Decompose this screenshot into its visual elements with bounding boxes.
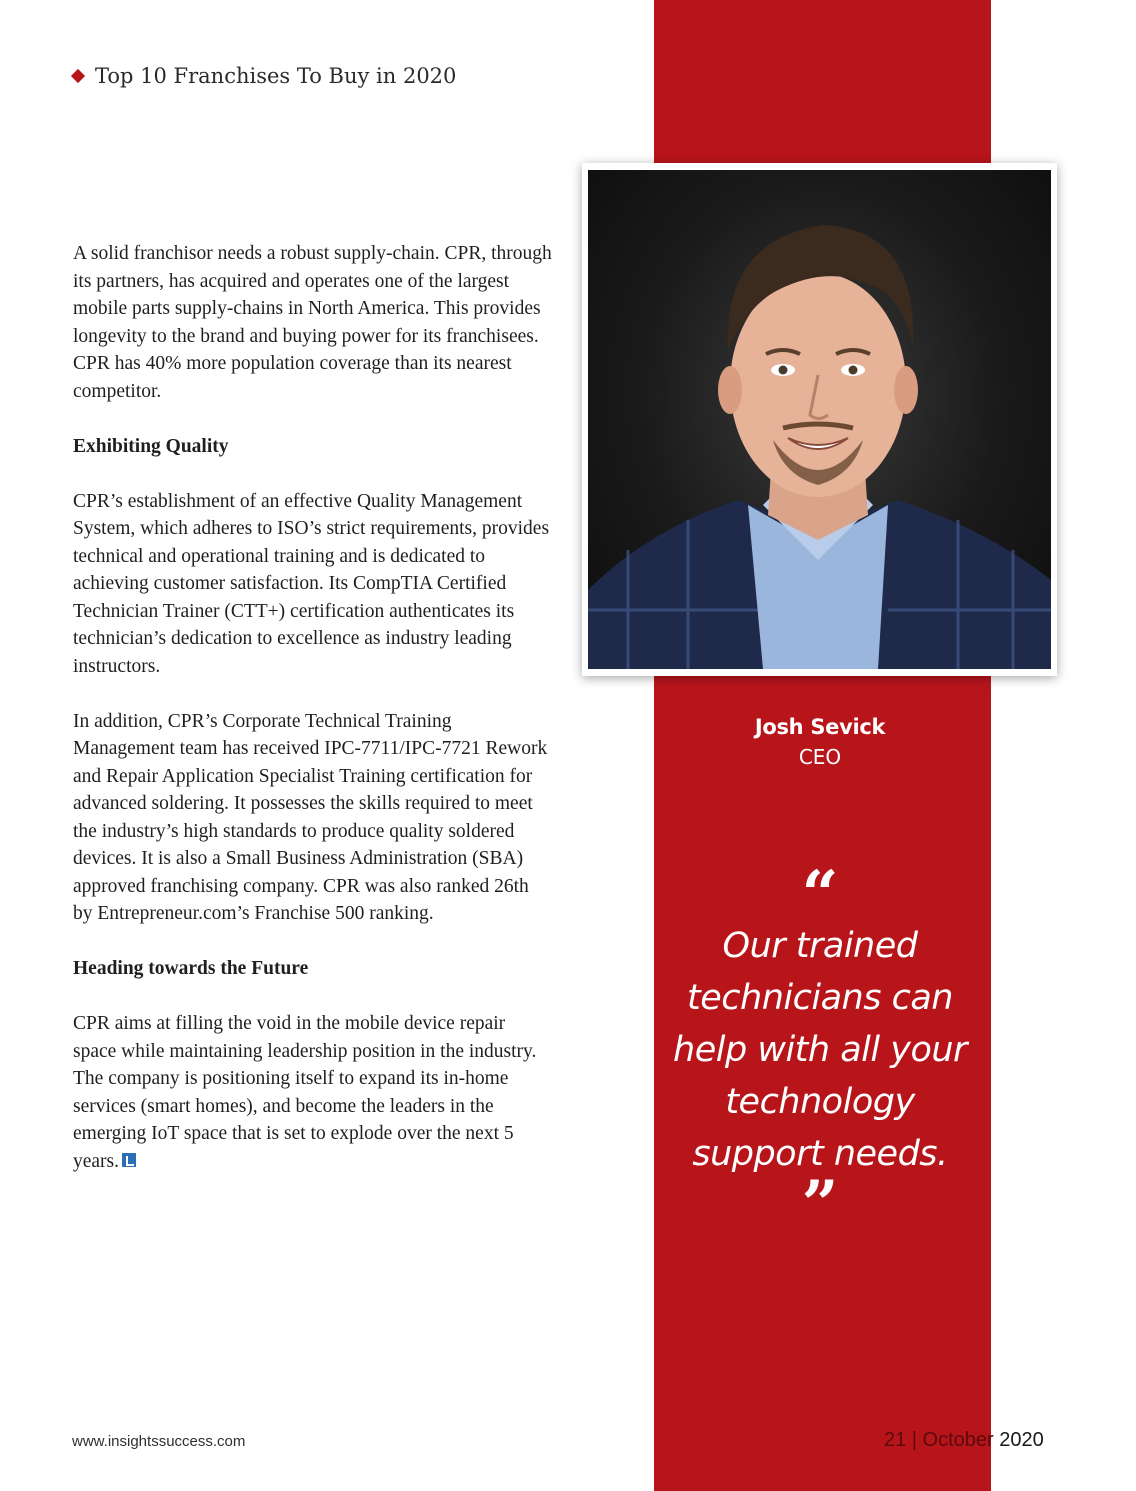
ceo-role: CEO: [798, 745, 842, 769]
open-quote-icon: “: [801, 857, 839, 932]
article-paragraph-4: CPR aims at filling the void in the mobile device repair space while maintaining leadership position in the industry. The company is positioning itself to expand its in-home services (smart homes), and become the leaders in the emerging IoT space that is set to explode over the next 5 years.: [73, 1013, 537, 1172]
diamond-bullet-icon: [71, 69, 85, 83]
pull-quote: [672, 857, 968, 1242]
subheading-future: Heading towards the Future: [73, 958, 309, 979]
quote-text: Our trained technicians can help with all your technology support needs.: [673, 926, 967, 1174]
article-paragraph-2: CPR’s establishment of an effective Quality Management System, which adheres to ISO’s strict requirements, provides technical and operational training and is dedicated to achieving customer satisfaction. Its CompTIA Certified Technician Trainer (CTT+) certification authenticates its technician’s dedication to excellence as industry leading instructors.: [73, 490, 550, 677]
close-quote-icon: ”: [801, 1167, 839, 1242]
end-of-article-icon: [122, 1153, 136, 1167]
article-body: [73, 240, 553, 1203]
footer-page-issue: 21 | October: [884, 1429, 994, 1451]
ceo-name: Josh Sevick: [754, 715, 886, 739]
ceo-photo-frame: [582, 163, 1057, 676]
footer-year: 2020: [993, 1429, 1044, 1451]
article-paragraph-4-wrap: [73, 1010, 553, 1175]
footer-website: www.insightssuccess.com: [72, 1433, 246, 1450]
section-header: [73, 64, 456, 88]
header-title: Top 10 Franchises To Buy in 2020: [95, 64, 457, 88]
article-paragraph-1: A solid franchisor needs a robust supply-chain. CPR, through its partners, has acquired and operates one of the largest mobile parts supply-chains in North America. This provides longevity to the brand and buying power for its franchisees. CPR has 40% more population coverage than its nearest competitor.: [73, 243, 552, 402]
ceo-portrait-photo: [588, 170, 1051, 669]
footer-page-info: [884, 1429, 1044, 1452]
subheading-exhibiting-quality: Exhibiting Quality: [73, 435, 229, 457]
portrait-illustration: [588, 170, 1051, 669]
ceo-caption: [654, 712, 986, 772]
article-paragraph-3: In addition, CPR’s Corporate Technical Training Management team has received IPC-7711/IPC-7721 Rework and Repair Application Specialist Training certification for advanced soldering. It possesses the skills required to meet the industry’s high standards to produce quality soldered devices. It is also a Small Business Administration (SBA) approved franchising company. CPR was also ranked 26th by Entrepreneur.com’s Franchise 500 ranking.: [73, 710, 548, 924]
